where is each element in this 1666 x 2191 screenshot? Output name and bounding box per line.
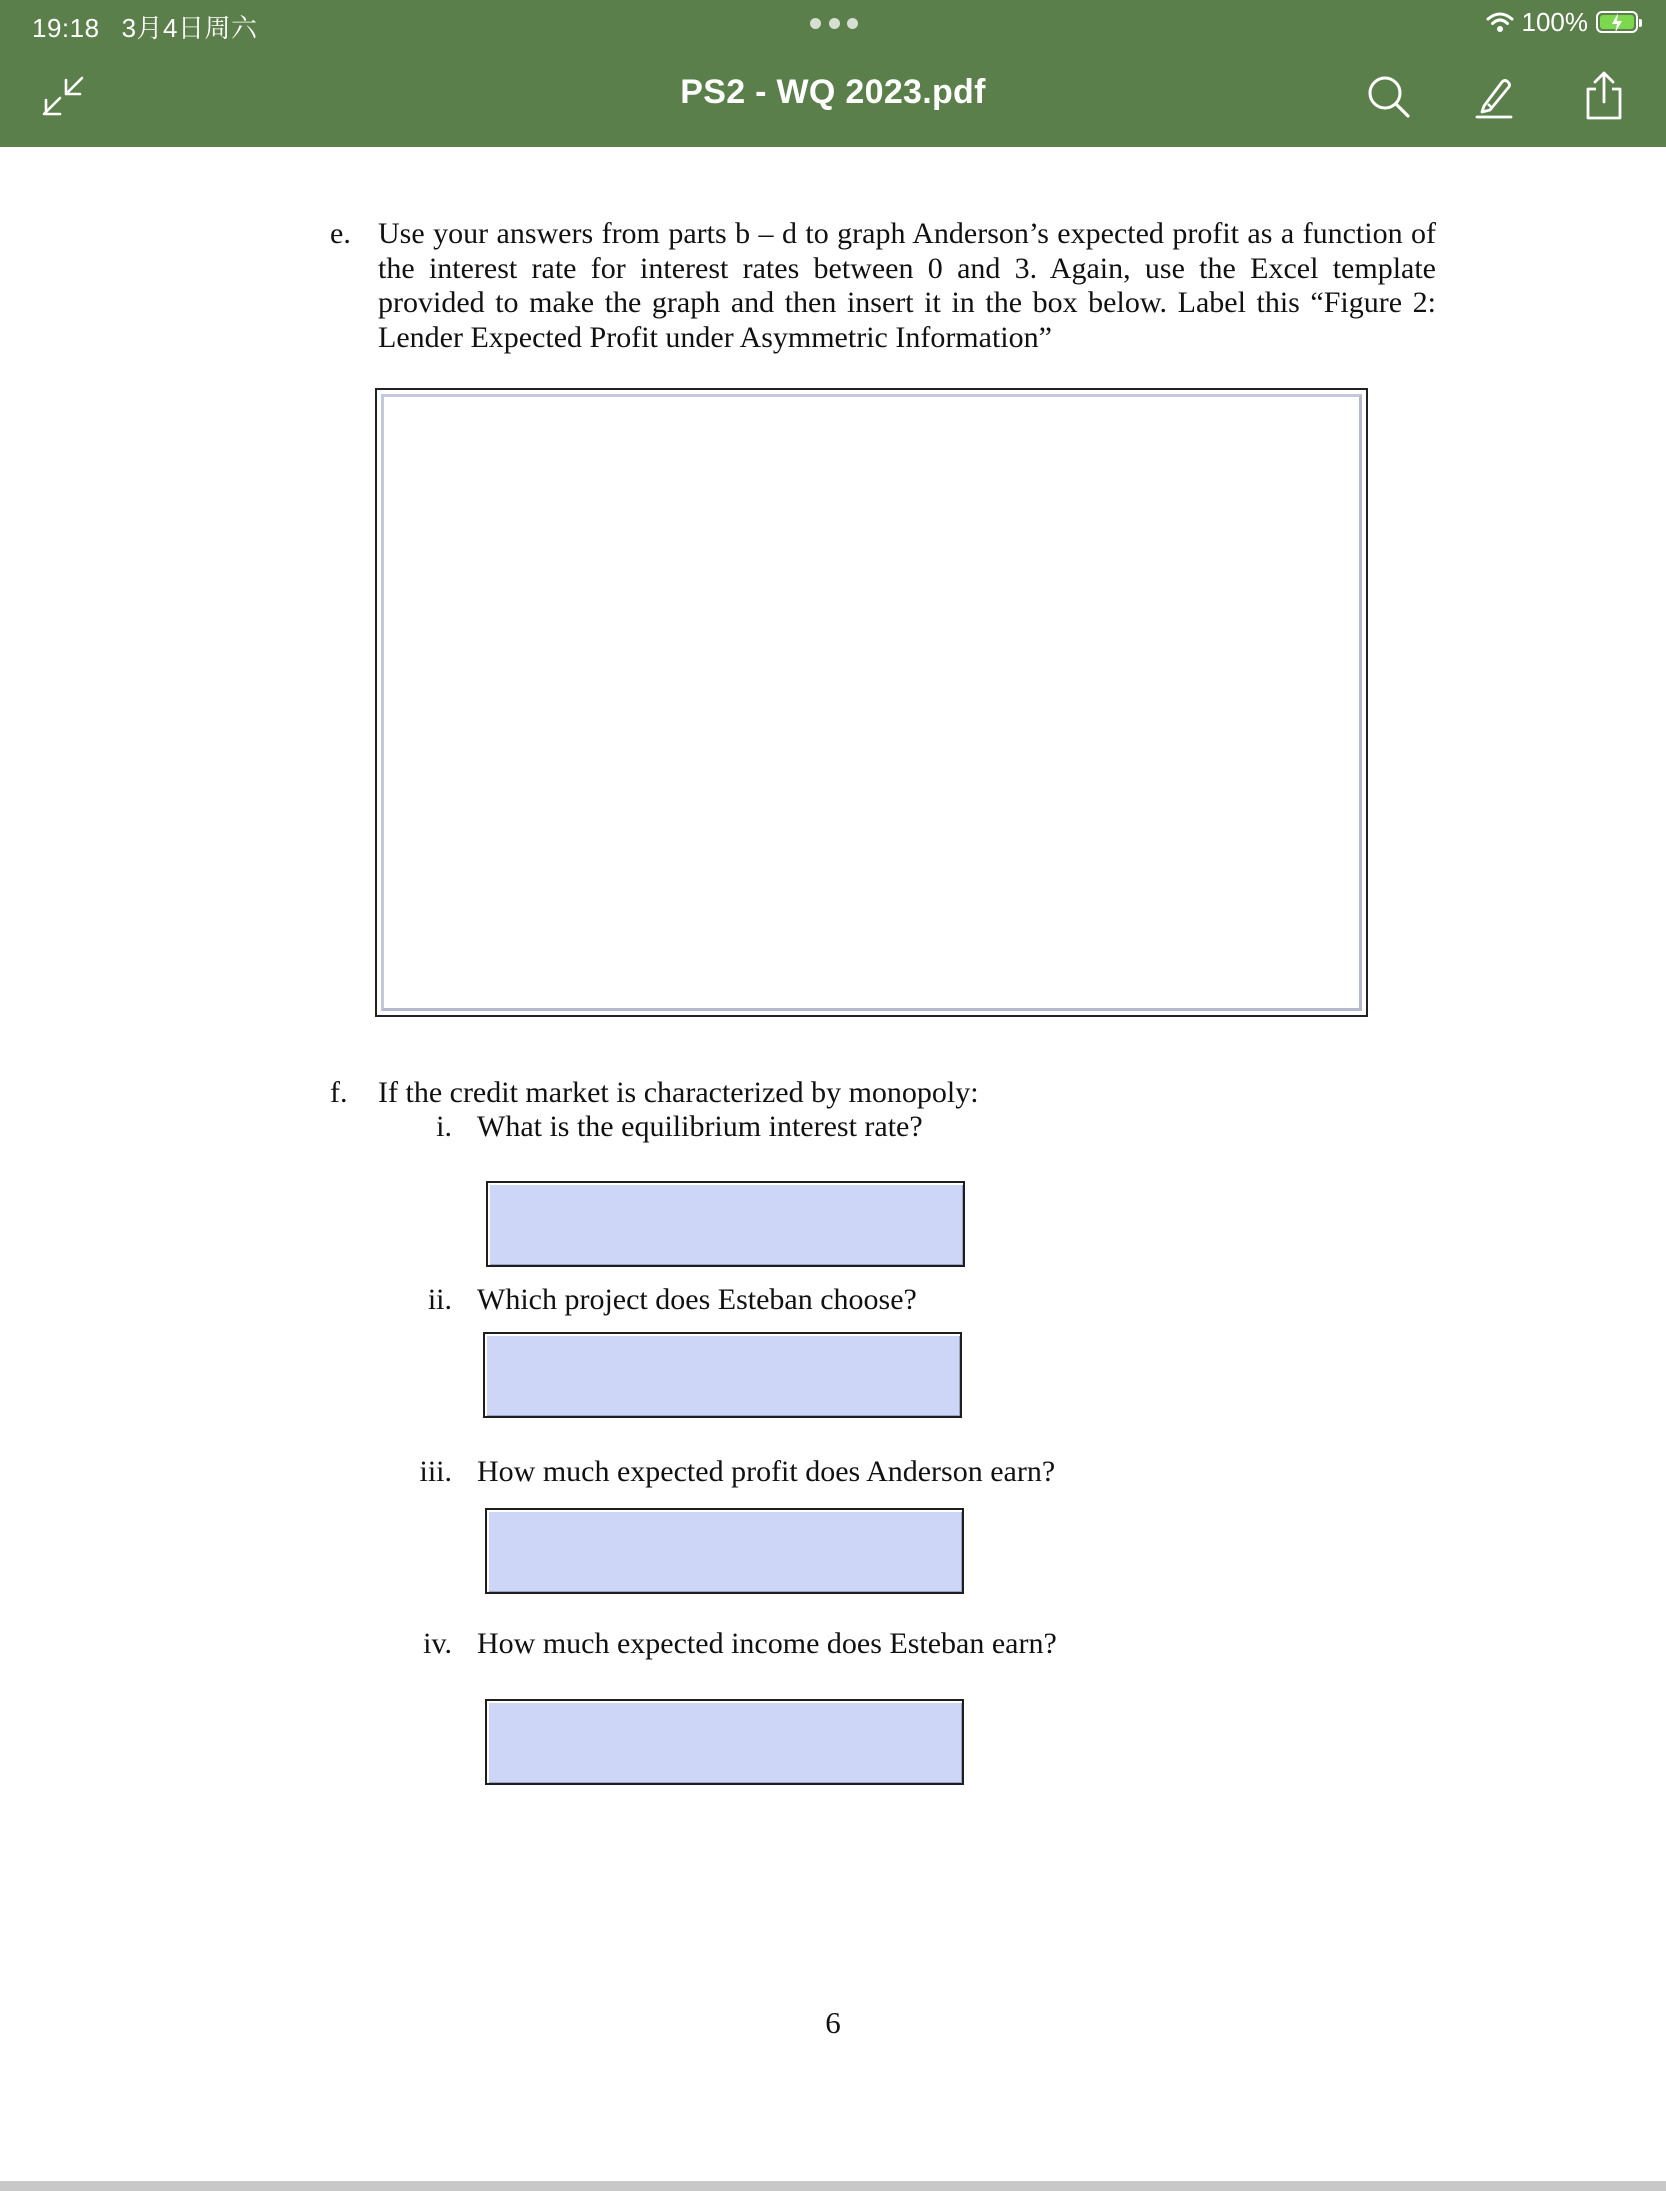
figure-2-insert-field[interactable] <box>375 388 1368 1017</box>
battery-percent: 100% <box>1521 6 1588 37</box>
figure-field-inner-border <box>381 394 1362 1011</box>
part-e-label: e. <box>330 217 351 250</box>
answer-field-ii[interactable] <box>483 1332 962 1418</box>
question-ii-text: Which project does Esteban choose? <box>477 1283 917 1316</box>
part-f-label: f. <box>330 1076 348 1109</box>
status-date: 3月4日周六 <box>121 13 258 43</box>
battery-charging-icon <box>1596 11 1638 33</box>
multitasking-dots-icon[interactable] <box>810 16 858 30</box>
question-i-number: i. <box>436 1110 452 1143</box>
document-title[interactable]: PS2 - WQ 2023.pdf <box>680 73 986 111</box>
answer-field-iv[interactable] <box>485 1699 964 1785</box>
pdf-page <box>0 147 1666 2181</box>
question-iii-text: How much expected profit does Anderson earn? <box>477 1455 1056 1488</box>
question-iv-text: How much expected income does Esteban earn? <box>477 1627 1057 1660</box>
question-ii-number: ii. <box>427 1283 452 1316</box>
part-f-text: If the credit market is characterized by monopoly: <box>378 1076 979 1109</box>
answer-field-iii[interactable] <box>485 1508 964 1594</box>
top-toolbar <box>0 0 1666 147</box>
markup-pen-icon[interactable] <box>1474 74 1514 120</box>
search-icon[interactable] <box>1366 74 1412 120</box>
answer-field-i[interactable] <box>486 1181 965 1267</box>
page-number: 6 <box>825 2005 841 2040</box>
question-i-text: What is the equilibrium interest rate? <box>477 1110 923 1143</box>
part-e-text: Use your answers from parts b – d to graph Anderson’s expected profit as a function of the interest rate for interest rates between 0 and 3. Again, use the Excel template provided to make the graph and then insert it in the box below. Label this “Figure 2: Lender Expected Profit under Asymmetric Information” <box>378 217 1436 354</box>
wifi-icon <box>1486 11 1514 33</box>
bottom-scroll-strip <box>0 2181 1666 2191</box>
status-time: 19:18 <box>32 13 100 43</box>
share-icon[interactable] <box>1582 70 1626 122</box>
status-indicators <box>1486 6 1639 38</box>
status-bar-clock <box>32 8 258 45</box>
question-iv-number: iv. <box>423 1627 452 1660</box>
question-iii-number: iii. <box>419 1455 452 1488</box>
